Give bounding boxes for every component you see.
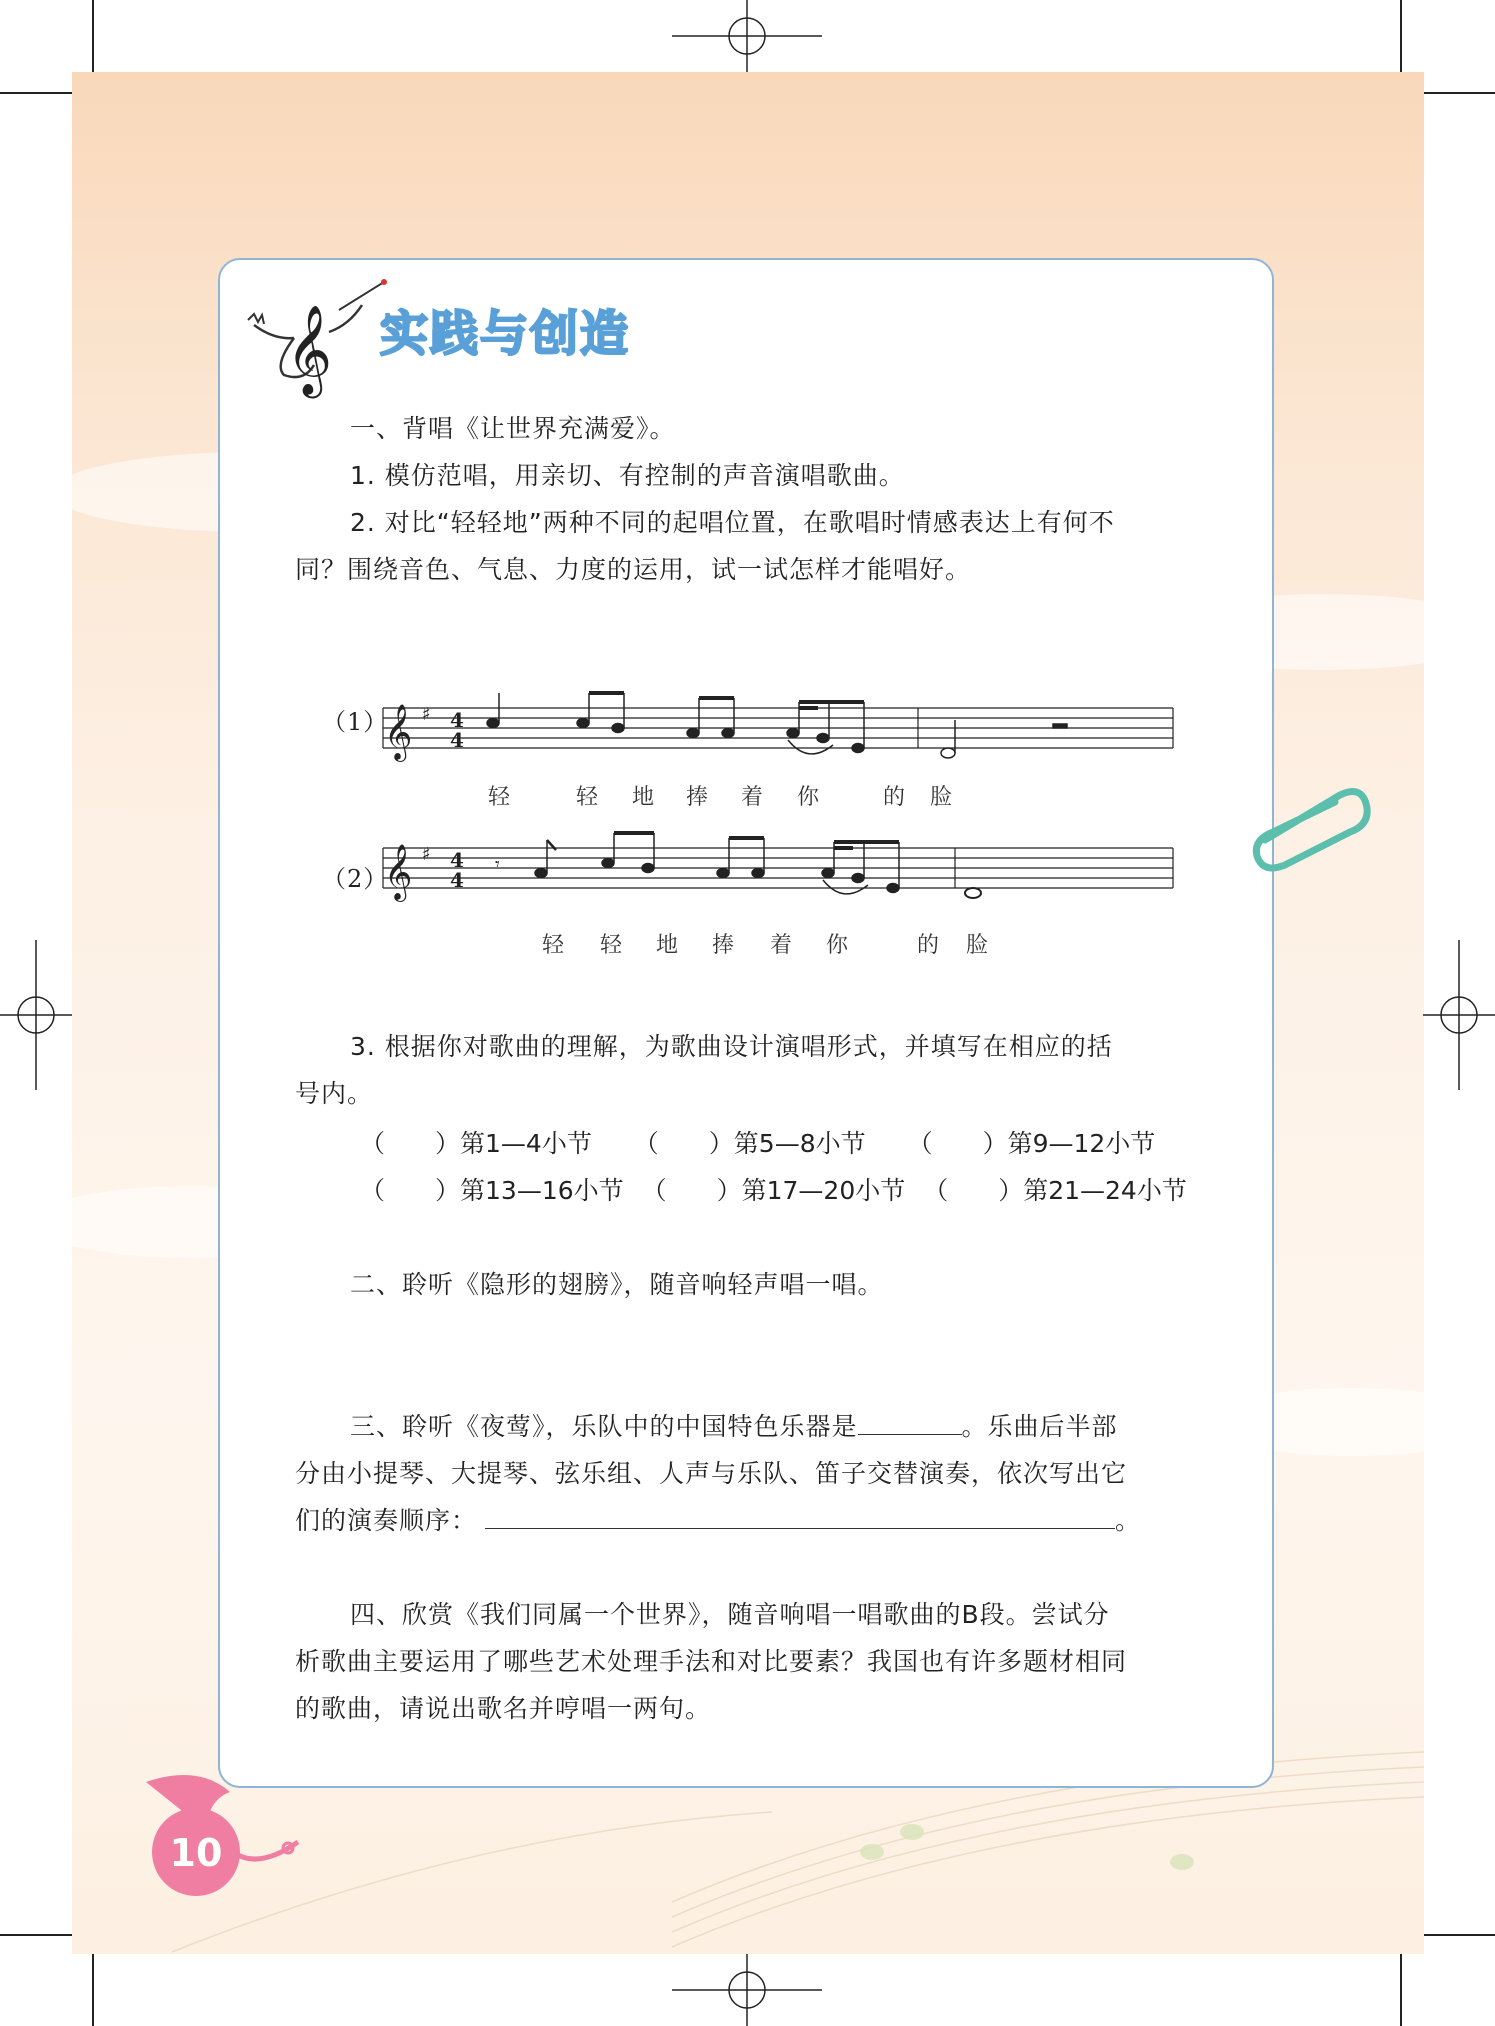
measure-label: 第1—4小节 bbox=[460, 1129, 592, 1158]
section-title: 实践与创造 bbox=[380, 306, 631, 362]
registration-mark-left bbox=[0, 940, 72, 1090]
section1-item3-line2: 号内。 bbox=[295, 1079, 374, 1108]
lyric-syllable: 地 bbox=[632, 785, 655, 810]
measure-label: 第5—8小节 bbox=[733, 1129, 866, 1158]
treble-clef-icon: 𝄞 bbox=[384, 704, 413, 760]
lyric-syllable: 你 bbox=[797, 785, 820, 810]
svg-text:𝄞: 𝄞 bbox=[286, 305, 333, 395]
section1-heading: 一、背唱《让世界充满爱》。 bbox=[350, 414, 676, 443]
registration-mark-top bbox=[672, 0, 822, 72]
svg-text:4: 4 bbox=[450, 868, 464, 892]
answer-blank[interactable]: （ ） bbox=[633, 1129, 734, 1158]
section3-line1 bbox=[350, 1410, 1118, 1444]
svg-text:4: 4 bbox=[450, 848, 464, 872]
lyric-syllable: 脸 bbox=[966, 933, 989, 958]
instrument-answer-blank[interactable] bbox=[858, 1412, 962, 1435]
score-row2-label: （2） bbox=[322, 865, 389, 893]
staff-row-1 bbox=[383, 693, 1173, 762]
section3-line3 bbox=[295, 1504, 1141, 1538]
answer-blank[interactable]: （ ） bbox=[907, 1129, 1008, 1158]
section4-line1: 四、欣赏《我们同属一个世界》，随音响唱一唱歌曲的B段。尝试分 bbox=[350, 1600, 1110, 1629]
order-answer-blank[interactable] bbox=[485, 1506, 1115, 1529]
measure-blank-row-1 bbox=[360, 1124, 1155, 1160]
lyric-syllable: 捧 bbox=[712, 933, 735, 958]
section3-line1-b: 。乐曲后半部 bbox=[961, 1412, 1118, 1441]
measure-blank-row-2 bbox=[360, 1171, 1187, 1207]
lyric-syllable: 着 bbox=[741, 785, 764, 810]
lyric-syllable: 轻 bbox=[600, 933, 623, 958]
crop-mark bbox=[0, 1934, 72, 1936]
answer-blank[interactable]: （ ） bbox=[641, 1176, 742, 1205]
section-header bbox=[234, 270, 654, 400]
registration-mark-bottom bbox=[672, 1954, 822, 2026]
registration-mark-right bbox=[1423, 940, 1495, 1090]
lyric-syllable: 轻 bbox=[576, 785, 599, 810]
crop-mark bbox=[1424, 1934, 1495, 1936]
lyric-syllable: 你 bbox=[826, 933, 849, 958]
measure-label: 第21—24小节 bbox=[1023, 1176, 1187, 1205]
measure-label: 第9—12小节 bbox=[1007, 1129, 1156, 1158]
staff-row-2 bbox=[383, 833, 1173, 902]
lyric-syllable: 脸 bbox=[930, 785, 953, 810]
section4-line3: 的歌曲，请说出歌名并哼唱一两句。 bbox=[295, 1694, 712, 1723]
crop-mark bbox=[0, 92, 72, 94]
section3-line2: 分由小提琴、大提琴、弦乐组、人声与乐队、笛子交替演奏，依次写出它 bbox=[295, 1459, 1128, 1488]
section2-text: 二、聆听《隐形的翅膀》，随音响轻声唱一唱。 bbox=[350, 1270, 884, 1299]
crop-mark bbox=[92, 0, 94, 72]
crop-mark bbox=[1400, 0, 1402, 72]
page-number-badge bbox=[138, 1770, 308, 1920]
svg-text:4: 4 bbox=[450, 708, 464, 732]
svg-text:4: 4 bbox=[450, 728, 464, 752]
key-signature-sharp: ♯ bbox=[422, 844, 431, 865]
paperclip-icon bbox=[1245, 770, 1375, 880]
section3-line3-b: 。 bbox=[1115, 1506, 1142, 1535]
lyric-syllable: 着 bbox=[770, 933, 793, 958]
lyric-syllable: 轻 bbox=[542, 933, 565, 958]
section3-line3-a: 们的演奏顺序： bbox=[295, 1506, 478, 1535]
section1-item2-line2: 同？围绕音色、气息、力度的运用，试一试怎样才能唱好。 bbox=[295, 555, 972, 584]
score-row1-label: （1） bbox=[322, 708, 389, 736]
answer-blank[interactable]: （ ） bbox=[360, 1176, 461, 1205]
lyric-syllable: 的 bbox=[883, 785, 906, 810]
answer-blank[interactable]: （ ） bbox=[360, 1129, 461, 1158]
lyric-syllable: 轻 bbox=[488, 785, 511, 810]
section1-item3-line1: 3. 根据你对歌曲的理解，为歌曲设计演唱形式，并填写在相应的括 bbox=[350, 1032, 1113, 1061]
section1-item2-line1: 2. 对比“轻轻地”两种不同的起唱位置，在歌唱时情感表达上有何不 bbox=[350, 508, 1115, 537]
crop-mark bbox=[1424, 92, 1495, 94]
measure-label: 第13—16小节 bbox=[460, 1176, 624, 1205]
conductor-clef-icon bbox=[248, 279, 387, 399]
measure-label: 第17—20小节 bbox=[741, 1176, 906, 1205]
treble-clef-icon: 𝄞 bbox=[384, 844, 413, 900]
section1-item1: 1. 模仿范唱，用亲切、有控制的声音演唱歌曲。 bbox=[350, 461, 905, 490]
answer-blank[interactable]: （ ） bbox=[923, 1176, 1024, 1205]
page-number: 10 bbox=[169, 1831, 223, 1875]
lyric-syllable: 地 bbox=[656, 933, 679, 958]
lyric-syllable: 捧 bbox=[686, 785, 709, 810]
section4-line2: 析歌曲主要运用了哪些艺术处理手法和对比要素？我国也有许多题材相同 bbox=[295, 1647, 1128, 1676]
crop-mark bbox=[92, 1954, 94, 2026]
section3-line1-a: 三、聆听《夜莺》，乐队中的中国特色乐器是 bbox=[350, 1412, 858, 1441]
key-signature-sharp: ♯ bbox=[422, 704, 431, 725]
crop-mark bbox=[1400, 1954, 1402, 2026]
svg-text:𝄾: 𝄾 bbox=[495, 854, 500, 875]
lyric-syllable: 的 bbox=[917, 933, 940, 958]
